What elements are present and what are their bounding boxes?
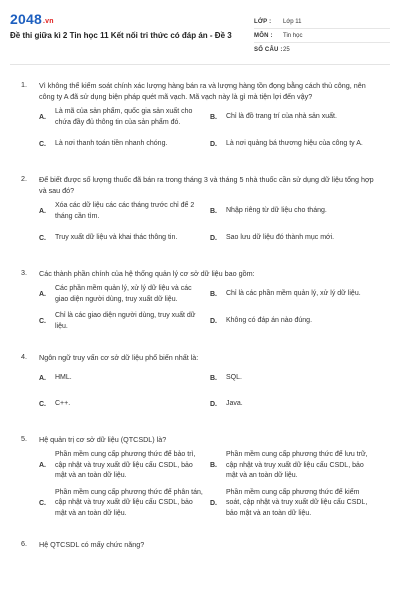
answer-option[interactable] — [210, 394, 381, 414]
answer-option[interactable] — [39, 201, 210, 222]
answer-option[interactable] — [39, 488, 210, 520]
answer-options — [39, 201, 381, 254]
answer-option[interactable] — [39, 311, 210, 332]
meta-row-class — [254, 15, 390, 29]
option-text: Java. — [226, 399, 243, 407]
answer-option[interactable] — [210, 201, 381, 222]
question-number: 1. — [21, 80, 27, 89]
question-item — [0, 268, 400, 338]
question-number: 5. — [21, 434, 27, 443]
option-letter: A. — [39, 114, 46, 121]
question-item — [0, 174, 400, 254]
option-text: Nhập riêng từ dữ liệu cho tháng. — [226, 207, 327, 215]
option-letter: A. — [39, 291, 46, 298]
page-title: Đề thi giữa kì 2 Tin học 11 Kết nối tri thức có đáp án - Đề 3 — [10, 31, 232, 40]
answer-options — [39, 450, 381, 525]
option-text: Xóa các dữ liệu các các tháng trước chỉ để 2 tháng cần tìm. — [55, 202, 195, 220]
option-letter: B. — [210, 374, 217, 382]
meta-value: Tin học — [283, 32, 303, 39]
answer-option[interactable] — [39, 368, 210, 388]
option-text: SQL. — [226, 373, 242, 381]
option-text: Phần mềm cung cấp phương thức để bảo trì, cập nhật và truy xuất dữ liệu cấu CSDL, bảo mật và an toàn dữ liệu. — [55, 451, 196, 479]
logo-text: 2048 — [10, 11, 42, 27]
question-text: Hệ QTCSDL có mấy chức năng? — [39, 540, 145, 549]
answer-option[interactable] — [210, 368, 381, 388]
logo-suffix: .vn — [42, 18, 54, 25]
question-item — [0, 80, 400, 160]
answer-option[interactable] — [39, 134, 210, 154]
option-text: Chỉ là các giao diện người dùng, truy xuất dữ liệu. — [55, 312, 196, 330]
answer-options — [39, 284, 381, 338]
option-text: Là nơi quảng bá thương hiệu của công ty A. — [226, 139, 363, 147]
option-letter: D. — [210, 234, 217, 242]
option-text: Không có đáp án nào đúng. — [226, 317, 313, 325]
page-header — [0, 0, 400, 62]
option-letter: C. — [39, 318, 46, 325]
header-divider — [10, 64, 390, 65]
meta-key: LỚP : — [254, 18, 272, 25]
meta-row-subject — [254, 29, 390, 43]
option-text: Các phần mềm quản lý, xử lý dữ liệu và các giao diện người dùng, truy xuất dữ liệu. — [55, 285, 192, 303]
question-number: 3. — [21, 268, 27, 277]
option-letter: D. — [210, 140, 217, 148]
option-letter: A. — [39, 374, 46, 382]
option-text: Chỉ là các phần mềm quản lý, xử lý dữ liệu. — [226, 290, 361, 298]
option-text: Truy xuất dữ liệu và khai thác thông tin. — [55, 233, 178, 241]
option-letter: C. — [39, 140, 46, 148]
question-number: 6. — [21, 539, 27, 548]
question-text: Các thành phần chính của hệ thống quản lý cơ sở dữ liệu bao gồm: — [39, 269, 255, 278]
question-text: Vì không thể kiểm soát chính xác lượng hàng bán ra và lượng hàng tồn đọng bằng cách thủ công, nên công ty A đã sử dụng biện pháp quét mã vạch. Mã vạch này là gì mà tiện lợi đến vậy? — [39, 81, 366, 101]
option-text: Là mã của sản phẩm, quốc gia sản xuất cho chứa đầy đủ thông tin của sản phẩm đó. — [55, 108, 193, 126]
option-letter: C. — [39, 400, 46, 408]
option-letter: B. — [210, 114, 217, 121]
option-text: Phần mềm cung cấp phương thức để phân tán, cập nhật và truy xuất dữ liệu cấu CSDL, bảo mật và an toàn dữ liệu. — [55, 488, 203, 517]
answer-option[interactable] — [210, 228, 381, 248]
answer-option[interactable] — [39, 228, 210, 248]
option-letter: A. — [39, 462, 46, 470]
answer-options — [39, 368, 381, 420]
option-letter: A. — [39, 208, 46, 215]
option-text: Phần mềm cung cấp phương thức để kiểm soát, cập nhật và truy xuất dữ liệu cấu CSDL, bảo mật và an toàn dữ liệu. — [226, 488, 368, 517]
option-text: Chỉ là đồ trang trí của nhà sản xuất. — [226, 113, 337, 121]
answer-option[interactable] — [210, 284, 381, 305]
answer-options — [39, 107, 381, 160]
option-letter: D. — [210, 400, 217, 408]
meta-key: SỐ CÂU : — [254, 46, 283, 53]
answer-option[interactable] — [39, 394, 210, 414]
meta-value: Lớp 11 — [283, 18, 302, 25]
question-number: 4. — [21, 352, 27, 361]
question-item — [0, 539, 400, 550]
answer-option[interactable] — [210, 107, 381, 128]
meta-row-count — [254, 43, 390, 56]
option-letter: B. — [210, 462, 217, 470]
option-text: Là nơi thanh toán tiền nhanh chóng. — [55, 139, 168, 147]
option-text: Phần mềm cung cấp phương thức để lưu trữ, cập nhật và truy xuất dữ liệu cấu CSDL, bảo mật và an toàn dữ liệu. — [226, 451, 368, 479]
answer-option[interactable] — [39, 450, 210, 482]
option-letter: B. — [210, 208, 217, 215]
answer-option[interactable] — [39, 284, 210, 305]
site-logo[interactable] — [10, 11, 54, 27]
question-number: 2. — [21, 174, 27, 183]
question-list — [0, 80, 400, 564]
meta-value: 25 — [283, 46, 290, 53]
exam-meta-table — [254, 15, 390, 56]
option-letter: D. — [210, 318, 217, 325]
question-text: Để biết được số lượng thuốc đã bán ra trong tháng 3 và tháng 5 nhà thuốc cần sử dụng dữ liệu tổng hợp và sau đó? — [39, 175, 374, 195]
option-text: Sao lưu dữ liệu đó thành mục mới. — [226, 233, 335, 241]
option-letter: D. — [210, 499, 217, 507]
meta-key: MÔN : — [254, 32, 273, 39]
answer-option[interactable] — [210, 488, 381, 520]
question-item — [0, 434, 400, 525]
option-text: HML. — [55, 373, 72, 381]
option-letter: C. — [39, 499, 46, 507]
answer-option[interactable] — [210, 450, 381, 482]
question-text: Hệ quản trị cơ sở dữ liệu (QTCSDL) là? — [39, 435, 167, 444]
option-letter: B. — [210, 291, 217, 298]
option-text: C++. — [55, 399, 71, 407]
answer-option[interactable] — [210, 311, 381, 332]
option-letter: C. — [39, 234, 46, 242]
answer-option[interactable] — [210, 134, 381, 154]
question-item — [0, 352, 400, 420]
answer-option[interactable] — [39, 107, 210, 128]
question-text: Ngôn ngữ truy vấn cơ sở dữ liệu phổ biến nhất là: — [39, 353, 199, 362]
